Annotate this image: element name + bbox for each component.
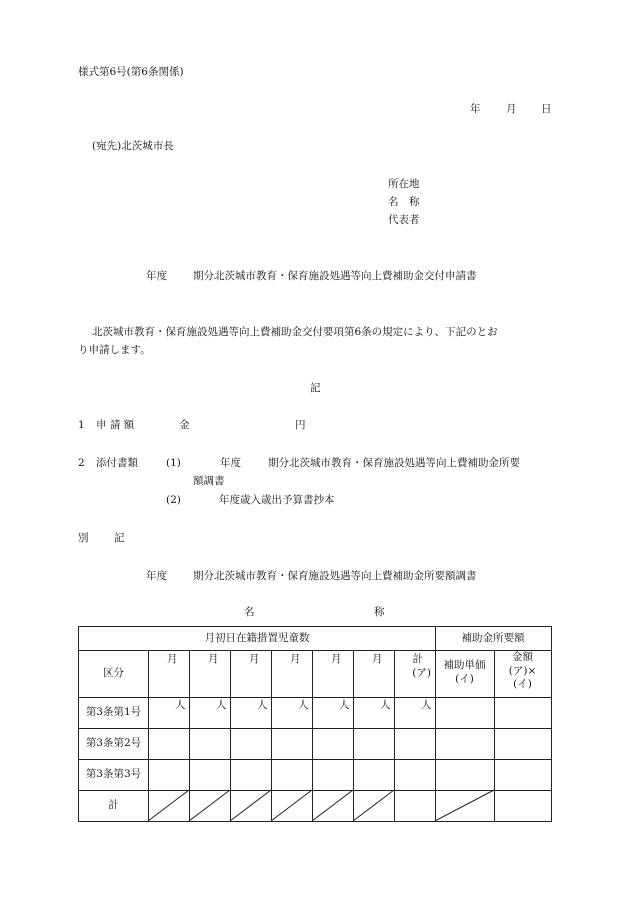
header-amount: 金額 (ア)× (イ) <box>508 651 537 691</box>
item2-n1: (1) <box>166 457 181 469</box>
header-month-3: 月 <box>249 653 260 665</box>
header-children-count: 月初日在籍措置児童数 <box>204 632 310 644</box>
row-label-total: 計 <box>108 799 119 811</box>
row-label-1: 第3条第1号 <box>85 706 142 718</box>
applicant-name-label: 名 称 <box>388 196 420 208</box>
total-row-diagonals <box>79 627 551 821</box>
item2-number: 2 <box>78 457 85 469</box>
title-nendo: 年度 <box>146 270 167 282</box>
item2-n2-text: 年度歳入歳出予算書抄本 <box>219 494 335 506</box>
diag-5 <box>312 790 353 821</box>
header-month-2: 月 <box>208 653 219 665</box>
header-kubun: 区分 <box>103 667 124 679</box>
ki-heading: 記 <box>310 382 321 394</box>
item2-n1-text: 期分北茨城市教育・保育施設処遇等向上費補助金所要 <box>268 457 520 469</box>
betsuki-a: 別 <box>78 532 89 544</box>
item1-yen: 円 <box>295 419 306 431</box>
header-month-1: 月 <box>167 653 178 665</box>
subsidy-table <box>78 626 552 822</box>
date-month: 月 <box>506 103 517 115</box>
document-title: 期分北茨城市教育・保育施設処遇等向上費補助金交付申請書 <box>193 270 477 282</box>
name-label-b: 称 <box>374 606 385 618</box>
betsuki-b: 記 <box>114 532 125 544</box>
item2-label: 添付書類 <box>96 457 138 469</box>
unit-person-2: 人 <box>216 699 227 711</box>
unit-person-total: 人 <box>421 699 432 711</box>
applicant-rep-label: 代表者 <box>388 214 420 226</box>
addressee: (宛先)北茨城市長 <box>92 140 174 152</box>
date-year: 年 <box>470 103 481 115</box>
date-day: 日 <box>541 103 552 115</box>
name-label-a: 名 <box>244 606 255 618</box>
title2-nendo: 年度 <box>146 570 167 582</box>
diag-3 <box>230 790 271 821</box>
diag-4 <box>271 790 312 821</box>
item2-n1-cont: 額調書 <box>193 475 225 487</box>
diag-2 <box>189 790 230 821</box>
unit-person-6: 人 <box>380 699 391 711</box>
body-line-2: り申請します。 <box>78 344 151 356</box>
item1-kin: 金 <box>179 419 190 431</box>
item1-label: 申 請 額 <box>96 419 135 431</box>
form-number: 様式第6号(第6条関係) <box>78 66 184 78</box>
unit-person-4: 人 <box>298 699 309 711</box>
header-month-5: 月 <box>331 653 342 665</box>
row-label-2: 第3条第2号 <box>85 737 142 749</box>
header-month-6: 月 <box>372 653 383 665</box>
unit-person-3: 人 <box>257 699 268 711</box>
unit-person-5: 人 <box>339 699 350 711</box>
body-line-1: 北茨城市教育・保育施設処遇等向上費補助金交付要項第6条の規定により、下記のとお <box>92 326 498 338</box>
row-label-3: 第3条第3号 <box>85 768 142 780</box>
header-unit-price: 補助単価 (イ) <box>443 659 486 685</box>
item2-n1-nendo: 年度 <box>220 457 241 469</box>
table-title: 期分北茨城市教育・保育施設処遇等向上費補助金所要額調書 <box>193 570 477 582</box>
diag-6 <box>353 790 394 821</box>
unit-person-1: 人 <box>175 699 186 711</box>
item1-number: 1 <box>78 419 85 431</box>
applicant-address-label: 所在地 <box>388 178 420 190</box>
diag-1 <box>148 790 189 821</box>
item2-n2: (2) <box>166 494 181 506</box>
header-subsidy-amount: 補助金所要額 <box>461 632 525 644</box>
header-month-4: 月 <box>290 653 301 665</box>
header-total: 計 (ア) <box>412 653 431 679</box>
diag-7 <box>435 790 494 821</box>
